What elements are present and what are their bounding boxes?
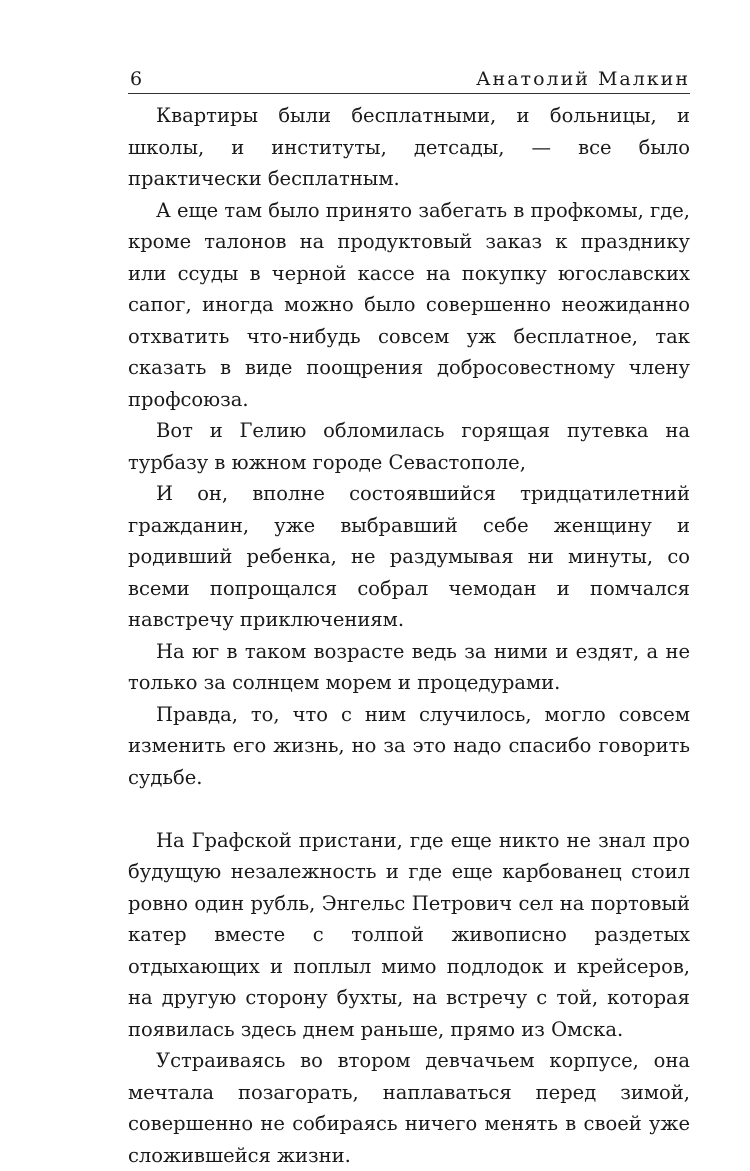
paragraph: На юг в таком возрасте ведь за ними и ездят, а не только за солнцем морем и процедурами.: [128, 639, 690, 694]
paragraph: Квартиры были бесплатными, и больницы, и школы, и институты, детсады, — все было практически бесплатным.: [128, 104, 690, 190]
body-text: [128, 100, 690, 1171]
page-number: 6: [130, 68, 143, 90]
paragraph: И он, вполне состоявшийся тридцатилетний гражданин, уже выбравший себе женщину и родивший ребенка, не раздумывая ни минуты, со всеми попрощался собрал чемодан и помчался навстречу приключениям.: [128, 482, 690, 631]
paragraph: Вот и Гелию обломилась горящая путевка на турбазу в южном городе Севастополе,: [128, 419, 690, 474]
paragraph: Правда, то, что с ним случилось, могло совсем изменить его жизнь, но за это надо спасибо говорить судьбе.: [128, 702, 690, 789]
paragraph: А еще там было принято забегать в профкомы, где, кроме талонов на продуктовый заказ к празднику или ссуды в черной кассе на покупку югославских сапог, иногда можно было совершенно неожиданно отхватить что-нибудь совсем уж бесплатное, так сказать в виде поощрения добросовестному члену профсоюза.: [128, 198, 690, 411]
running-title: Анатолий Малкин: [476, 68, 690, 90]
header-rule: [128, 93, 690, 94]
paragraph: Устраиваясь во втором девчачьем корпусе, она мечтала позагорать, наплаваться перед зимой, совершенно не собираясь ничего менять в своей уже сложившейся жизни.: [128, 1049, 690, 1167]
paragraph: На Графской пристани, где еще никто не знал про будущую незалежность и где еще карбованец стоил ровно один рубль, Энгельс Петрович сел на портовый катер вместе с толпой живописно раздетых отдыхающих и поплыл мимо подлодок и крейсеров, на другую сторону бухты, на встречу с той, которая появилась здесь днем раньше, прямо из Омска.: [128, 828, 690, 1041]
running-head: [128, 56, 690, 90]
section-break: [128, 793, 690, 825]
